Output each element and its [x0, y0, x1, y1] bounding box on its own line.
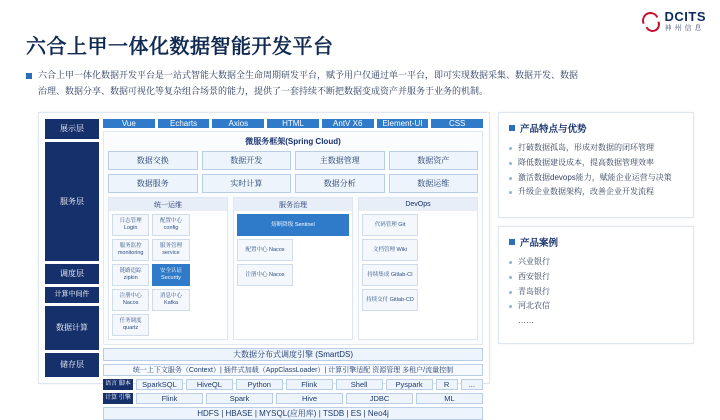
tech-chip: Element-UI: [377, 119, 429, 128]
advantages-card: [498, 112, 694, 218]
advantages-title: 产品特点与优势: [520, 124, 587, 135]
compute-item: ...: [461, 379, 483, 390]
ops-item: 注册中心 Nacos: [112, 289, 149, 311]
tech-chip: Echarts: [158, 119, 210, 128]
storage-band: HDFS | HBASE | MYSQL(应用库) | TSDB | ES | Neo4j: [103, 407, 483, 420]
compute-item: SparkSQL: [136, 379, 183, 390]
brand-cn: 神州信息: [664, 25, 705, 32]
compute-item: R: [436, 379, 458, 390]
compute-layer: [103, 379, 483, 404]
service-module: 主数据管理: [295, 151, 385, 170]
engine-item: JDBC: [346, 393, 413, 404]
engine-item: Hive: [276, 393, 343, 404]
layer-label-compute: 数据计算: [45, 306, 99, 350]
compute-tag-engine: 计算 引擎: [103, 393, 133, 404]
layer-label-presentation: 展示层: [45, 119, 99, 139]
service-module: 数据运维: [389, 174, 479, 193]
service-module: 数据交换: [108, 151, 198, 170]
bullet-square-icon: [26, 73, 32, 79]
presentation-row: [103, 119, 483, 128]
panel-title: 统一运维: [109, 198, 227, 211]
tech-chip: Axios: [212, 119, 264, 128]
panel-governance: [233, 197, 353, 340]
tech-chip: AntV X6: [322, 119, 374, 128]
bullet-square-icon: [509, 239, 515, 245]
scheduler-band: 大数据分布式调度引擎 (SmartDS): [103, 348, 483, 361]
layer-labels: [45, 119, 99, 377]
compute-row-language: [136, 379, 483, 390]
layer-label-storage: 储存层: [45, 353, 99, 377]
case-item: 河北农信: [509, 299, 683, 314]
cases-header: [509, 235, 683, 249]
case-item: 西安银行: [509, 270, 683, 285]
compute-item: Shell: [336, 379, 383, 390]
brand-text: [665, 10, 707, 32]
service-modules-grid: [108, 151, 478, 193]
service-subpanels: [108, 197, 478, 340]
tech-chip: HTML: [267, 119, 319, 128]
service-layer-box: [103, 131, 483, 345]
devops-item: 持续交付 Gitlab-CD: [362, 289, 418, 311]
engine-item: Spark: [206, 393, 273, 404]
engine-item: Flink: [136, 393, 203, 404]
intro-paragraph: [26, 68, 586, 100]
compute-row-engine: [136, 393, 483, 404]
advantage-item: 打破数据孤岛，形成对数据的闭环管理: [509, 141, 683, 156]
panel-title: 服务治理: [234, 198, 352, 211]
middleware-band: 统一上下文服务（Context）| 插件式加载（AppClassLoader）| 计算引擎适配 资源管理 多租户/流量控制: [103, 364, 483, 376]
compute-item: HiveQL: [186, 379, 233, 390]
tech-chip: Vue: [103, 119, 155, 128]
layer-label-middleware: 计算中间件: [45, 287, 99, 303]
service-module: 数据开发: [202, 151, 292, 170]
panel-title: DevOps: [359, 198, 477, 211]
advantage-item: 激活数据devops能力，赋能企业运营与决策: [509, 171, 683, 186]
brand-logo: [640, 10, 707, 32]
devops-item: 持续集成 Gitlab-CI: [362, 264, 418, 286]
framework-title: 微服务框架(Spring Cloud): [245, 137, 341, 146]
ops-item: 任务调度 quartz: [112, 314, 149, 336]
compute-item: Pyspark: [386, 379, 433, 390]
ops-item: 日志管理 Login: [112, 214, 149, 236]
tech-chip: CSS: [431, 119, 483, 128]
cases-card: [498, 226, 694, 344]
layer-label-service: 服务层: [45, 142, 99, 261]
case-item: 青岛银行: [509, 285, 683, 300]
dcits-logo-icon: [640, 11, 660, 31]
side-panel: [498, 112, 694, 344]
compute-tag-language: 语言 脚本: [103, 379, 133, 390]
architecture-diagram: [38, 112, 490, 418]
engine-item: ML: [416, 393, 483, 404]
governance-item: 熔断降级 Sentinel: [237, 214, 349, 236]
ops-item-security: 安全认证 Security: [152, 264, 189, 286]
case-item: 兴业银行: [509, 255, 683, 270]
brand-en: DCITS: [664, 9, 706, 24]
panel-ops: [108, 197, 228, 340]
devops-item: 代码管理 Git: [362, 214, 418, 236]
ops-item: 链路追踪 zipkin: [112, 264, 149, 286]
governance-item: 配置中心 Nacos: [237, 239, 293, 261]
page-title: 六合上甲一体化数据智能开发平台: [26, 36, 334, 58]
ops-item: 消息中心 Kafka: [152, 289, 189, 311]
devops-item: 文档管理 Wiki: [362, 239, 418, 261]
advantages-header: [509, 121, 683, 135]
service-module: 数据服务: [108, 174, 198, 193]
advantage-item: 升级企业数据架构，改善企业开发流程: [509, 185, 683, 200]
ops-item: 配置中心 config: [152, 214, 189, 236]
ops-item: 服务管理 service: [152, 239, 189, 261]
service-module: 实时计算: [202, 174, 292, 193]
intro-text: 六合上甲一体化数据开发平台是一站式智能大数据全生命周期研发平台，赋予用户仅通过单一平台，即可实现数据采集、数据开发、数据治理、数据分享、数据可视化等复杂组合场景的能力，提供了一套持续不断把数据变成资产并服务于业务的机制。: [38, 70, 579, 96]
panel-devops: [358, 197, 478, 340]
case-item-more: ……: [518, 316, 534, 326]
compute-item: Python: [236, 379, 283, 390]
governance-item: 注册中心 Nacos: [237, 264, 293, 286]
bullet-square-icon: [509, 125, 515, 131]
ops-item: 服务监控 monitoring: [112, 239, 149, 261]
compute-item: Flink: [286, 379, 333, 390]
cases-title: 产品案例: [520, 238, 559, 249]
service-module: 数据分析: [295, 174, 385, 193]
service-module: 数据资产: [389, 151, 479, 170]
advantage-item: 降低数据建设成本，提高数据管理效率: [509, 156, 683, 171]
layer-label-scheduler: 调度层: [45, 264, 99, 284]
